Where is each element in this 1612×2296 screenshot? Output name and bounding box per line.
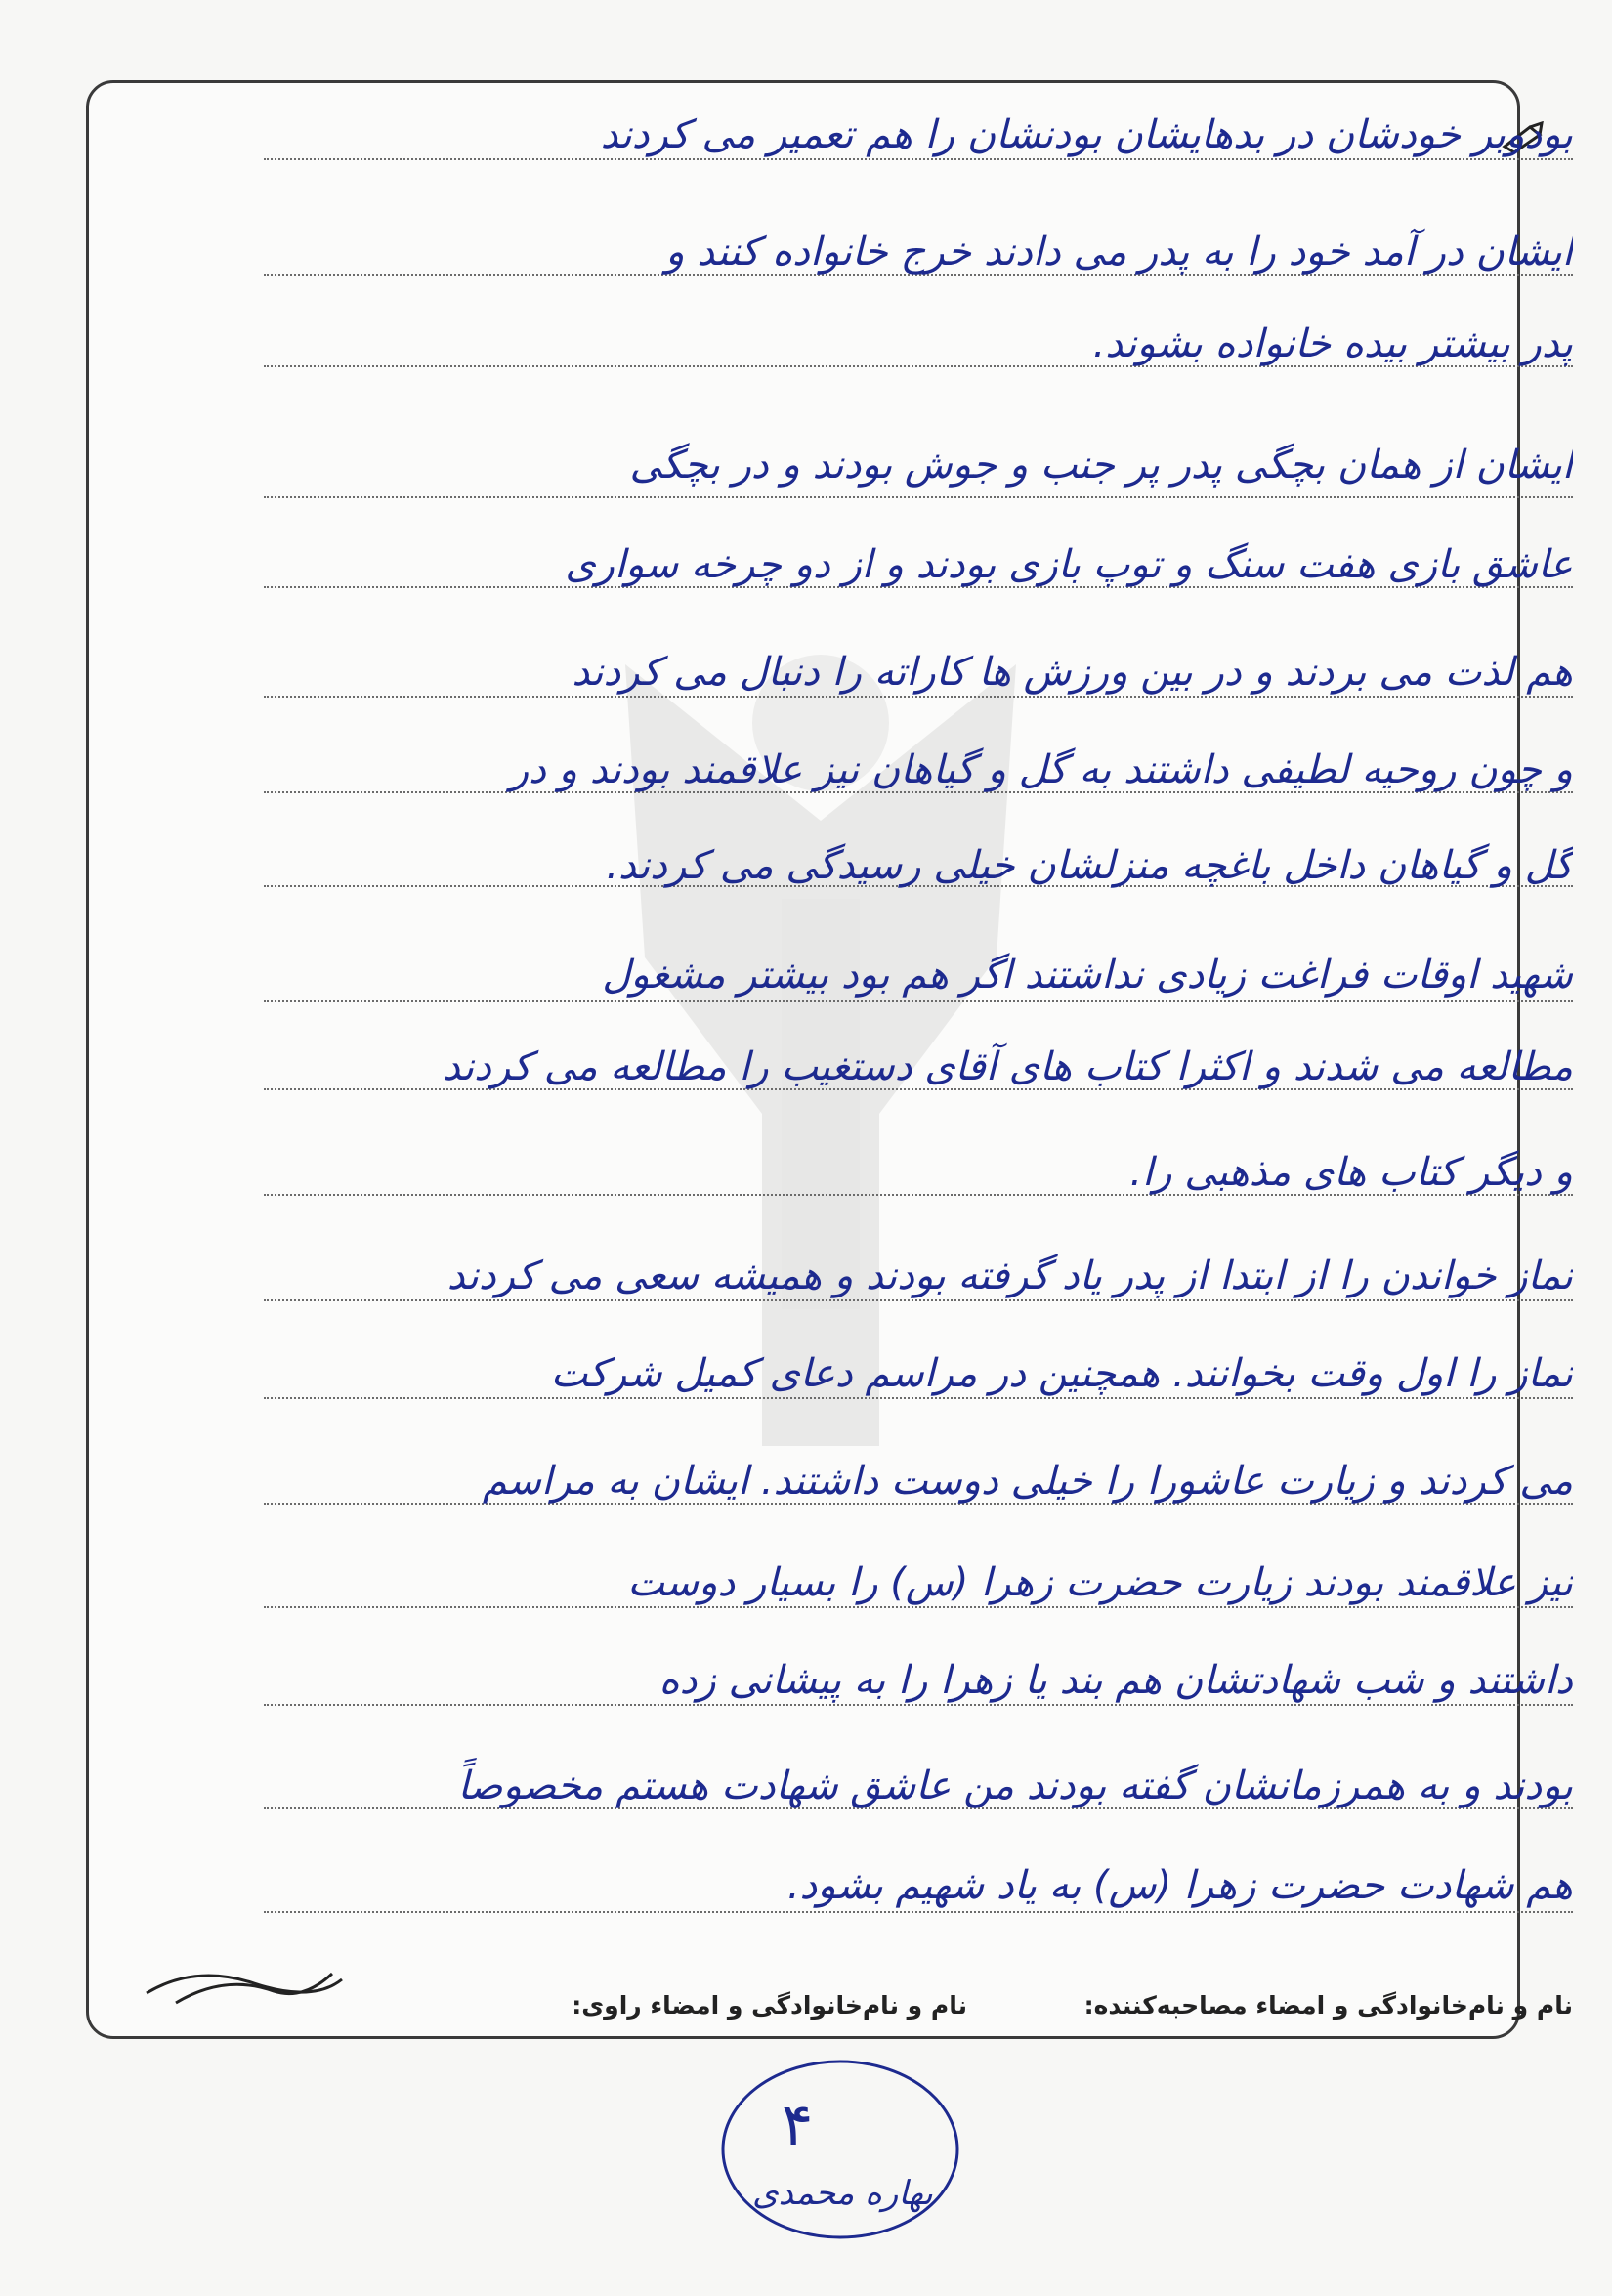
handwritten-line: و چون روحیه لطیفی داشتند به گل و گیاهان نیز علاقمند بودند و در [509, 747, 1573, 792]
handwritten-line: بودند و به همرزمانشان گفته بودند من عاشق شهادت هستم مخصوصاً [457, 1764, 1573, 1808]
handwritten-line: نیز علاقمند بودند زیارت حضرت زهرا (س) را بسیار دوست [627, 1560, 1573, 1605]
handwritten-line: مطالعه می شدند و اکثرا کتاب های آقای دستغیب را مطالعه می کردند [443, 1044, 1573, 1089]
narrator-signature-label: نام و نام‌خانوادگی و امضاء راوی: [572, 1991, 967, 2020]
signer-name: بهاره محمدی [752, 2174, 933, 2213]
handwritten-line: گل و گیاهان داخل باغچه منزلشان خیلی رسیدگی می کردند. [606, 843, 1573, 888]
narrator-signature [137, 1944, 352, 2022]
dotted-line [264, 496, 1573, 498]
handwritten-line: هم شهادت حضرت زهرا (س) به یاد شهیم بشود. [786, 1863, 1573, 1908]
interviewer-signature-label: نام و نام‌خانوادگی و امضاء مصاحبه‌کننده: [1083, 1991, 1573, 2020]
handwritten-line: نماز را اول وقت بخوانند. همچنین در مراسم دعای کمیل شرکت [550, 1351, 1573, 1396]
handwritten-line: و دیگر کتاب های مذهبی را. [1129, 1150, 1573, 1195]
handwritten-line: ایشان از همان بچگی پدر پر جنب و جوش بودند و در بچگی [629, 443, 1573, 488]
handwritten-line: می کردند و زیارت عاشورا را خیلی دوست داشتند. ایشان به مراسم [482, 1459, 1573, 1504]
handwritten-line: بودوبر خودشان در بدهایشان بودنشان را هم تعمیر می کردند [600, 112, 1573, 157]
handwritten-line: ایشان در آمد خود را به پدر می دادند خرج خانواده کنند و [665, 230, 1573, 275]
handwritten-line: عاشق بازی هفت سنگ و توپ بازی بودند و از دو چرخه سواری [565, 542, 1573, 587]
handwritten-line: نماز خواندن را از ابتدا از پدر یاد گرفته بودند و همیشه سعی می کردند [446, 1254, 1573, 1298]
handwritten-line: شهید اوقات فراغت زیادی نداشتند اگر هم بود بیشتر مشغول [602, 953, 1573, 998]
handwritten-line: داشتند و شب شهادتشان هم بند یا زهرا را به پیشانی زده [658, 1658, 1573, 1703]
handwritten-circle-mark [684, 2042, 997, 2286]
page-number: ۴ [782, 2091, 814, 2159]
handwritten-line: پدر بیشتر بیده خانواده بشوند. [1092, 321, 1573, 366]
handwritten-line: هم لذت می بردند و در بین ورزش ها کاراته را دنبال می کردند [572, 650, 1573, 695]
